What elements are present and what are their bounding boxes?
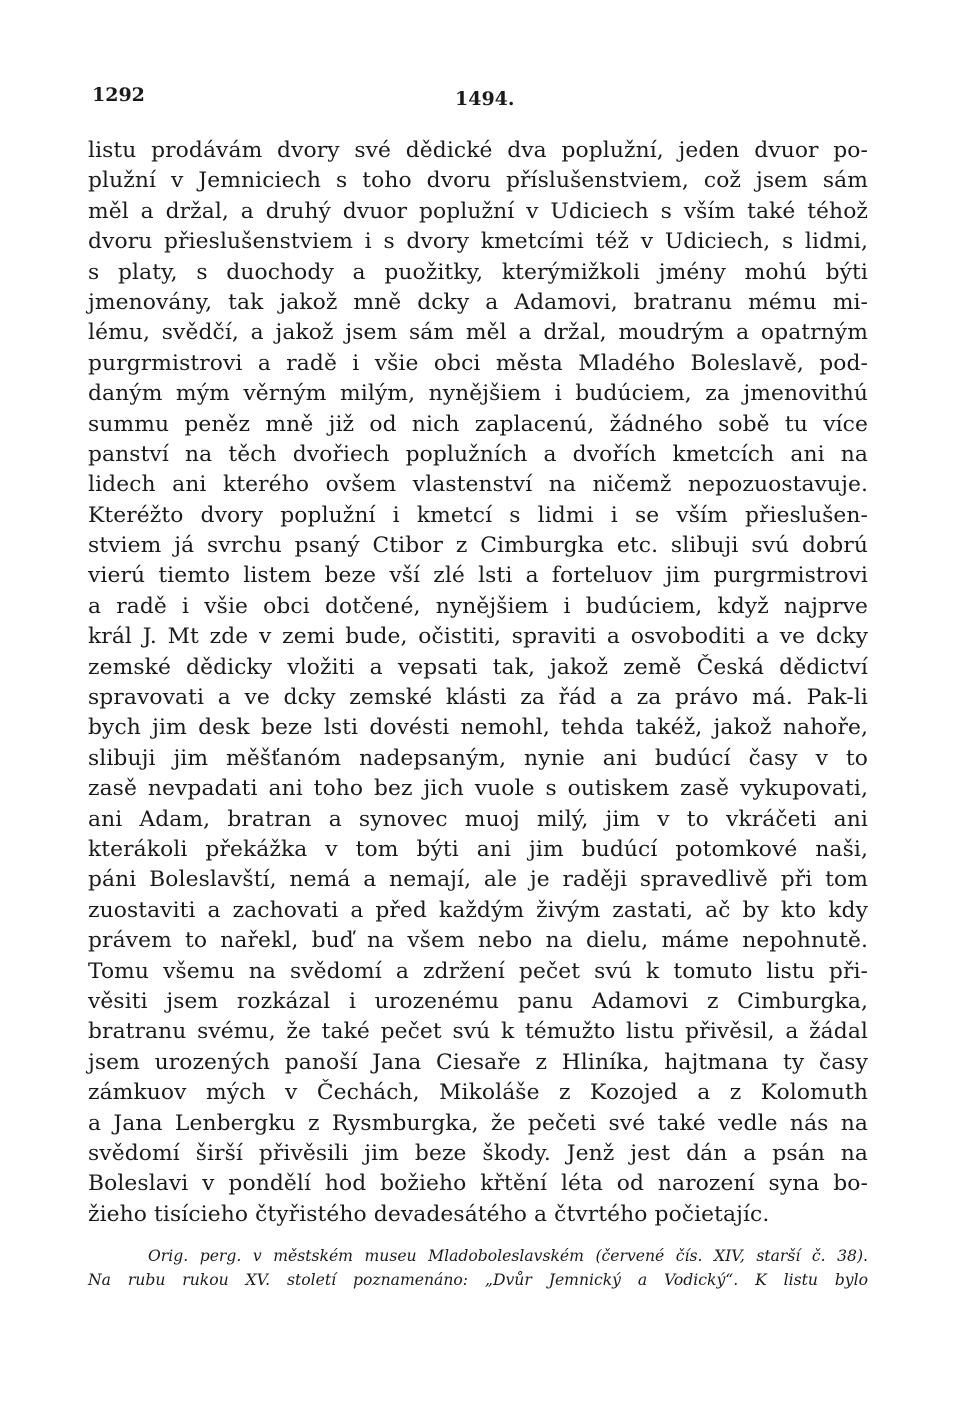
text-line: stviem já svrchu psaný Ctibor z Cimburgka etc. slibuji svú dobrú (88, 533, 868, 559)
text-line: vierú tiemto listem beze vší zlé lsti a forteluov jim purgrmistrovi (88, 563, 868, 589)
text-line: Boleslavi v pondělí hod božieho křtění léta od narození syna bo- (88, 1171, 868, 1197)
text-line: právem to nařekl, buď na všem nebo na dielu, máme nepohnutě. (88, 928, 868, 954)
text-line: jsem urozených panoší Jana Ciesaře z Hliníka, hajtmana ty časy (88, 1049, 868, 1075)
text-line: zasě nevpadati ani toho bez jich vuole s outiskem zasě vykupovati, (88, 776, 868, 802)
text-line: daným mým věrným milým, nynějšiem i budúciem, za jmenovithú (88, 381, 868, 407)
text-line: bratranu svému, že také pečet svú k témužto listu přivěsil, a žádal (88, 1019, 868, 1045)
text-line: dvoru přieslušenstviem i s dvory kmetcími též v Udiciech, s lidmi, (88, 229, 868, 255)
text-line: a Jana Lenbergku z Rysmburgka, že pečeti své také vedle nás na (88, 1110, 868, 1136)
text-line: panství na těch dvořiech poplužních a dvořích kmetcích ani na (88, 441, 868, 467)
text-line: Kteréžto dvory poplužní i kmetcí s lidmi i se vším přieslušen- (88, 502, 868, 528)
text-line: purgrmistrovi a radě i všie obci města Mladého Boleslavě, pod- (88, 350, 868, 376)
text-line: zuostaviti a zachovati a před každým živým zastati, ač by kto kdy (88, 897, 868, 923)
source-note-line: Orig. perg. v městském museu Mladoboleslavském (červené čís. XIV, starší č. 38). (148, 1247, 868, 1266)
source-note-line: Na rubu rukou XV. století poznamenáno: „Dvůr Jemnický a Vodický“. K listu bylo (88, 1271, 868, 1290)
page-number: 1292 (92, 84, 145, 106)
text-line: plužní v Jemniciech s toho dvoru příslušenstviem, což jsem sám (88, 168, 868, 194)
text-line: lidech ani kterého ovšem vlastenství na ničemž nepozuostavuje. (88, 472, 868, 498)
text-line: páni Boleslavští, nemá a nemají, ale je raději spravedlivě při tom (88, 867, 868, 893)
text-line: zámkuov mých v Čechách, Mikoláše z Kozojed a z Kolomuth (88, 1080, 868, 1106)
text-line: král J. Mt zde v zemi bude, očistiti, spraviti a osvoboditi a ve dcky (88, 624, 868, 650)
text-line: slibuji jim měšťanóm nadepsaným, nynie ani budúcí časy v to (88, 745, 868, 771)
text-line: kterákoli překážka v tom býti ani jim budúcí potomkové naši, (88, 836, 868, 862)
text-line: měl a držal, a druhý dvuor poplužní v Udiciech s vším také téhož (88, 198, 868, 224)
text-line: bych jim desk beze lsti dovésti nemohl, tehda takéž, jakož nahoře, (88, 715, 868, 741)
text-line: s platy, s duochody a puožitky, kterýmižkoli jmény mohú býti (88, 259, 868, 285)
text-line: svědomí širší přivěsili jim beze škody. Jenž jest dán a psán na (88, 1140, 868, 1166)
text-line: jmenovány, tak jakož mně dcky a Adamovi, bratranu mému mi- (88, 289, 868, 315)
body-text (88, 136, 868, 1230)
text-line: summu peněz mně již od nich zaplacenú, žádného sobě tu více (88, 411, 868, 437)
text-line: věsiti jsem rozkázal i urozenému panu Adamovi z Cimburgka, (88, 988, 868, 1014)
running-head (88, 84, 868, 124)
text-line: ani Adam, bratran a synovec muoj milý, jim v to vkráčeti ani (88, 806, 868, 832)
text-line: žieho tisícieho čtyřistého devadesátého a čtvrtého počietajíc. (88, 1201, 770, 1227)
document-page (88, 84, 868, 1292)
source-note (88, 1244, 868, 1292)
text-line: a radě i všie obci dotčené, nynějšiem i budúciem, když najprve (88, 593, 868, 619)
text-line: zemské dědicky vložiti a vepsati tak, jakož země Česká dědictví (88, 654, 868, 680)
text-line: spravovati a ve dcky zemské klásti za řád a za právo má. Pak-li (88, 685, 868, 711)
text-line: Tomu všemu na svědomí a zdržení pečet svú k tomuto listu při- (88, 958, 868, 984)
year-heading: 1494. (455, 88, 515, 110)
text-line: lému, svědčí, a jakož jsem sám měl a držal, moudrým a opatrným (88, 320, 868, 346)
text-line: listu prodávám dvory své dědické dva poplužní, jeden dvuor po- (88, 138, 868, 163)
